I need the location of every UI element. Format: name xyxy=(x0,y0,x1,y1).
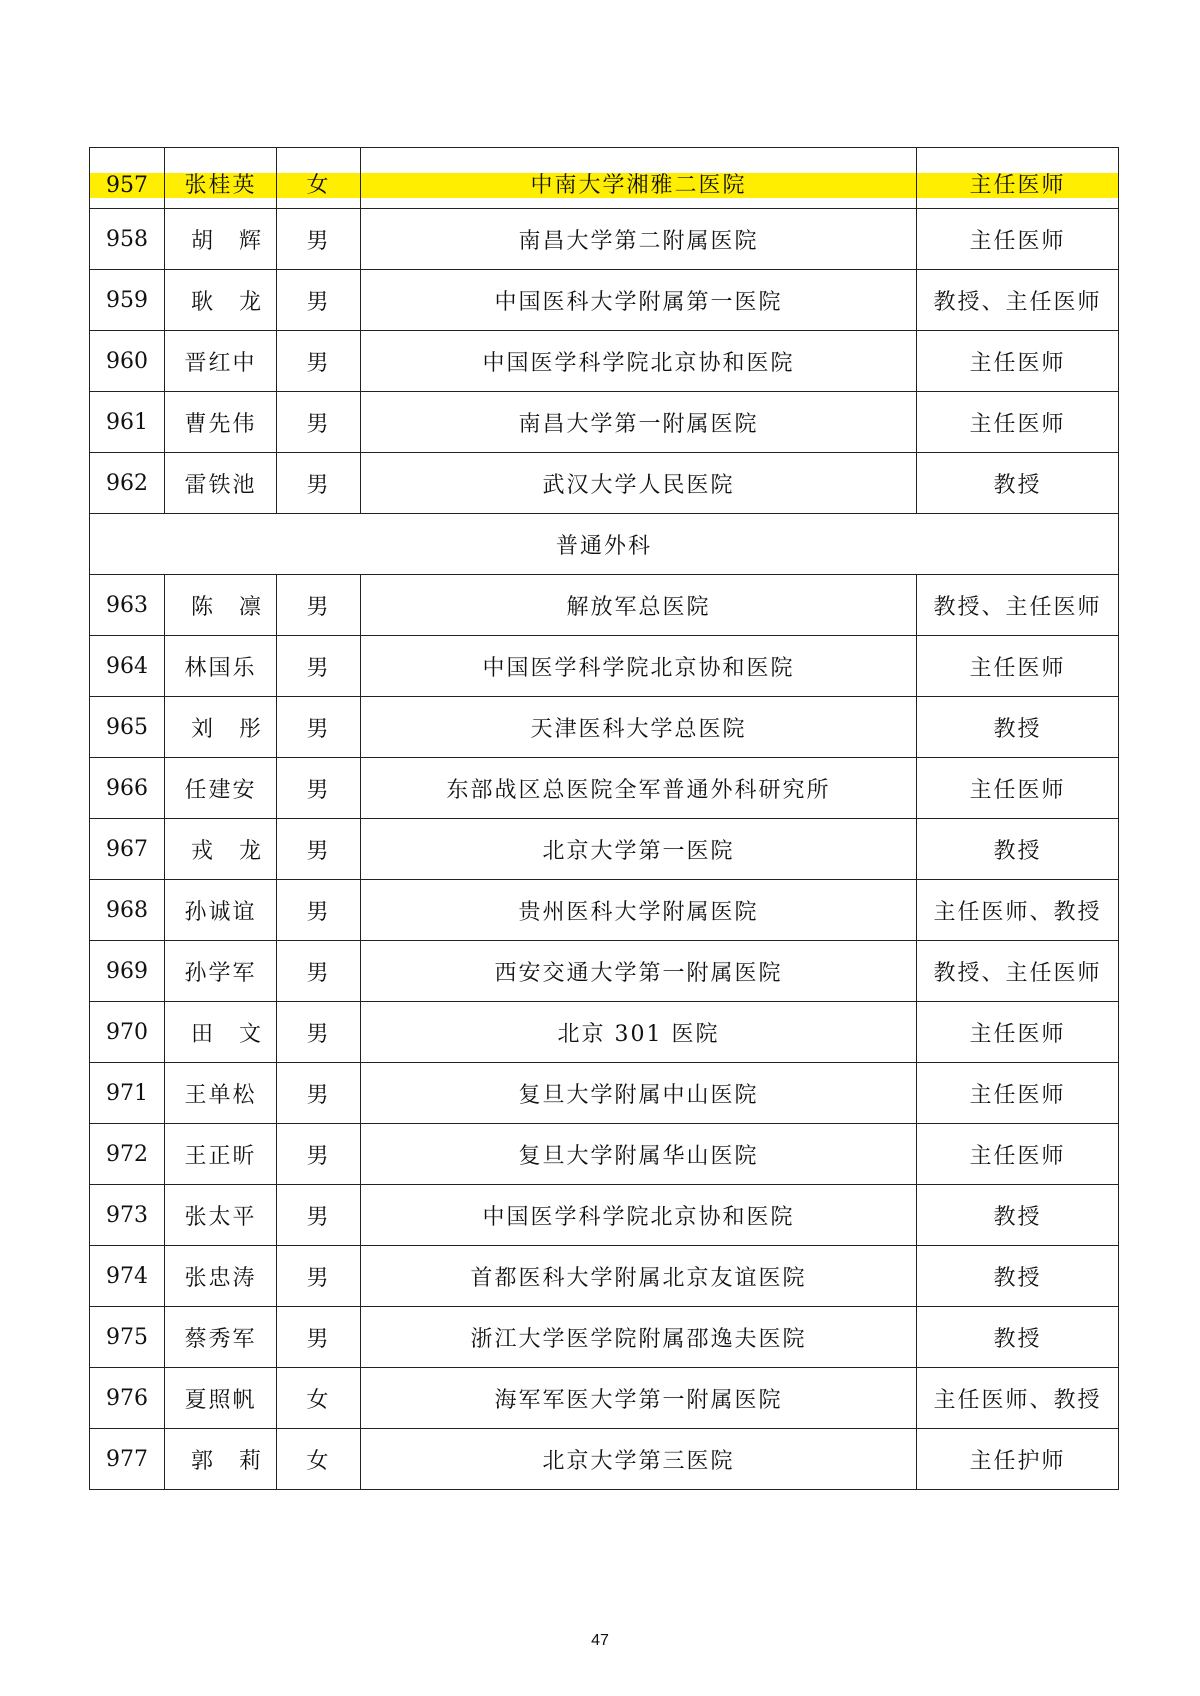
row-number: 972 xyxy=(90,1124,165,1185)
doctor-gender-cell xyxy=(277,148,361,209)
doctor-gender: 男 xyxy=(277,453,361,514)
doctor-gender: 男 xyxy=(277,392,361,453)
hospital-name: 中南大学湘雅二医院 xyxy=(360,173,917,198)
row-number: 957 xyxy=(89,173,165,198)
doctor-gender: 男 xyxy=(277,270,361,331)
hospital-name: 复旦大学附属中山医院 xyxy=(361,1063,917,1124)
doctor-gender: 女 xyxy=(276,173,361,198)
professional-title: 教授、主任医师 xyxy=(917,941,1119,1002)
doctor-gender: 男 xyxy=(277,1185,361,1246)
doctor-name: 耿龙 xyxy=(165,270,277,331)
row-number: 977 xyxy=(90,1429,165,1490)
professional-title: 教授 xyxy=(917,1246,1119,1307)
professional-title: 主任医师 xyxy=(917,392,1119,453)
doctor-name: 田文 xyxy=(165,1002,277,1063)
row-number: 959 xyxy=(90,270,165,331)
hospital-name: 中国医科大学附属第一医院 xyxy=(361,270,917,331)
doctor-name: 曹先伟 xyxy=(165,392,277,453)
doctor-name: 蔡秀军 xyxy=(165,1307,277,1368)
doctor-name: 胡辉 xyxy=(165,209,277,270)
professional-title: 教授 xyxy=(917,1307,1119,1368)
professional-title: 主任医师、教授 xyxy=(917,1368,1119,1429)
hospital-name: 中国医学科学院北京协和医院 xyxy=(361,636,917,697)
row-number: 975 xyxy=(90,1307,165,1368)
row-number: 971 xyxy=(90,1063,165,1124)
row-number: 960 xyxy=(90,331,165,392)
row-number: 968 xyxy=(90,880,165,941)
doctor-gender: 男 xyxy=(277,819,361,880)
row-number: 962 xyxy=(90,453,165,514)
doctor-gender: 男 xyxy=(277,758,361,819)
doctor-name: 王正昕 xyxy=(165,1124,277,1185)
hospital-name: 首都医科大学附属北京友谊医院 xyxy=(361,1246,917,1307)
professional-title: 教授、主任医师 xyxy=(917,575,1119,636)
section-header-row xyxy=(90,514,1119,575)
doctor-name: 陈凛 xyxy=(165,575,277,636)
doctor-name: 郭莉 xyxy=(165,1429,277,1490)
hospital-name-cell xyxy=(361,148,917,209)
professional-title: 教授 xyxy=(917,1185,1119,1246)
hospital-name: 南昌大学第一附属医院 xyxy=(361,392,917,453)
doctor-name: 林国乐 xyxy=(165,636,277,697)
doctor-gender: 男 xyxy=(277,1246,361,1307)
doctor-gender: 男 xyxy=(277,1307,361,1368)
hospital-name: 北京 301 医院 xyxy=(361,1002,917,1063)
professional-title: 主任医师、教授 xyxy=(917,880,1119,941)
table-row xyxy=(90,1002,1119,1063)
doctor-name: 张忠涛 xyxy=(165,1246,277,1307)
expert-list-table xyxy=(89,147,1119,1490)
doctor-name: 孙诚谊 xyxy=(165,880,277,941)
doctor-gender: 男 xyxy=(277,697,361,758)
section-title: 普通外科 xyxy=(90,514,1119,575)
table-row xyxy=(90,758,1119,819)
table-row xyxy=(90,209,1119,270)
hospital-name: 贵州医科大学附属医院 xyxy=(361,880,917,941)
hospital-name: 海军军医大学第一附属医院 xyxy=(361,1368,917,1429)
doctor-gender: 男 xyxy=(277,1124,361,1185)
doctor-name: 戎龙 xyxy=(165,819,277,880)
doctor-gender: 男 xyxy=(277,880,361,941)
row-number: 961 xyxy=(90,392,165,453)
row-number: 970 xyxy=(90,1002,165,1063)
table-body xyxy=(90,148,1119,1490)
row-number-cell xyxy=(90,148,165,209)
hospital-name: 中国医学科学院北京协和医院 xyxy=(361,331,917,392)
professional-title: 主任医师 xyxy=(916,173,1119,198)
professional-title: 主任医师 xyxy=(917,209,1119,270)
hospital-name: 东部战区总医院全军普通外科研究所 xyxy=(361,758,917,819)
professional-title: 教授 xyxy=(917,697,1119,758)
hospital-name: 武汉大学人民医院 xyxy=(361,453,917,514)
table-row xyxy=(90,148,1119,209)
doctor-name: 任建安 xyxy=(165,758,277,819)
table-row xyxy=(90,453,1119,514)
table-row xyxy=(90,941,1119,1002)
doctor-name: 张太平 xyxy=(165,1185,277,1246)
professional-title: 主任医师 xyxy=(917,636,1119,697)
professional-title: 主任医师 xyxy=(917,1002,1119,1063)
hospital-name: 南昌大学第二附属医院 xyxy=(361,209,917,270)
row-number: 958 xyxy=(90,209,165,270)
table-row xyxy=(90,1246,1119,1307)
professional-title: 主任医师 xyxy=(917,758,1119,819)
doctor-gender: 男 xyxy=(277,575,361,636)
hospital-name: 北京大学第三医院 xyxy=(361,1429,917,1490)
row-number: 965 xyxy=(90,697,165,758)
table-row xyxy=(90,1307,1119,1368)
doctor-name: 刘彤 xyxy=(165,697,277,758)
table-row xyxy=(90,636,1119,697)
page-number: 47 xyxy=(591,1632,609,1649)
doctor-gender: 男 xyxy=(277,331,361,392)
row-number: 974 xyxy=(90,1246,165,1307)
professional-title: 主任医师 xyxy=(917,331,1119,392)
professional-title: 教授 xyxy=(917,453,1119,514)
doctor-name: 王单松 xyxy=(165,1063,277,1124)
table-row xyxy=(90,1124,1119,1185)
table-row xyxy=(90,819,1119,880)
table-row xyxy=(90,1185,1119,1246)
table-row xyxy=(90,880,1119,941)
table-row xyxy=(90,331,1119,392)
professional-title: 主任医师 xyxy=(917,1063,1119,1124)
professional-title: 主任医师 xyxy=(917,1124,1119,1185)
doctor-name: 雷铁池 xyxy=(165,453,277,514)
hospital-name: 复旦大学附属华山医院 xyxy=(361,1124,917,1185)
hospital-name: 解放军总医院 xyxy=(361,575,917,636)
doctor-gender: 女 xyxy=(277,1429,361,1490)
doctor-name: 晋红中 xyxy=(165,331,277,392)
hospital-name: 西安交通大学第一附属医院 xyxy=(361,941,917,1002)
row-number: 976 xyxy=(90,1368,165,1429)
hospital-name: 中国医学科学院北京协和医院 xyxy=(361,1185,917,1246)
row-number: 967 xyxy=(90,819,165,880)
professional-title: 主任护师 xyxy=(917,1429,1119,1490)
hospital-name: 浙江大学医学院附属邵逸夫医院 xyxy=(361,1307,917,1368)
table-row xyxy=(90,1429,1119,1490)
doctor-name: 夏照帆 xyxy=(165,1368,277,1429)
doctor-gender: 男 xyxy=(277,636,361,697)
doctor-gender: 男 xyxy=(277,209,361,270)
doctor-gender: 男 xyxy=(277,1063,361,1124)
professional-title-cell xyxy=(917,148,1119,209)
doctor-name: 张桂英 xyxy=(164,173,277,198)
table-row xyxy=(90,1063,1119,1124)
row-number: 966 xyxy=(90,758,165,819)
doctor-gender: 女 xyxy=(277,1368,361,1429)
table-row xyxy=(90,1368,1119,1429)
table-row xyxy=(90,392,1119,453)
table-row xyxy=(90,697,1119,758)
row-number: 973 xyxy=(90,1185,165,1246)
row-number: 964 xyxy=(90,636,165,697)
professional-title: 教授 xyxy=(917,819,1119,880)
doctor-name-cell xyxy=(165,148,277,209)
row-number: 963 xyxy=(90,575,165,636)
table-row xyxy=(90,575,1119,636)
professional-title: 教授、主任医师 xyxy=(917,270,1119,331)
doctor-gender: 男 xyxy=(277,941,361,1002)
doctor-name: 孙学军 xyxy=(165,941,277,1002)
row-number: 969 xyxy=(90,941,165,1002)
doctor-gender: 男 xyxy=(277,1002,361,1063)
table-row xyxy=(90,270,1119,331)
hospital-name: 天津医科大学总医院 xyxy=(361,697,917,758)
hospital-name: 北京大学第一医院 xyxy=(361,819,917,880)
